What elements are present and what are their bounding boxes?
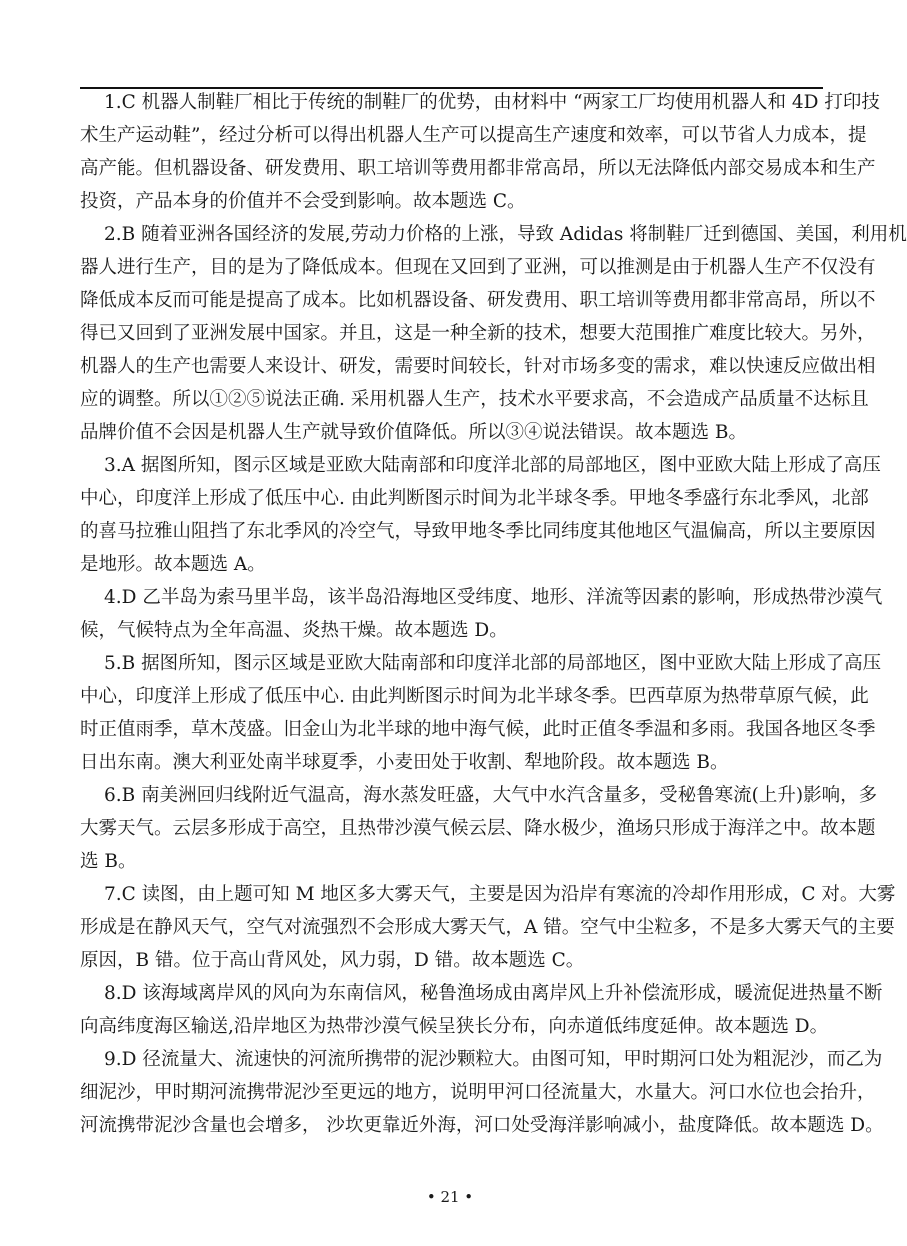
text-line: 品牌价值不会因是机器人生产就导致价值降低。所以③④说法错误。故本题选 B。 xyxy=(80,422,747,443)
text-line: 术生产运动鞋”，经过分析可以得出机器人生产可以提高生产速度和效率，可以节省人力成本，提 xyxy=(80,125,867,146)
text-line: 降低成本反而可能是提高了成本。比如机器设备、研发费用、职工培训等费用都非常高昂，所以不 xyxy=(80,290,876,311)
text-line: 河流携带泥沙含量也会增多， 沙坎更靠近外海，河口处受海洋影响减小，盐度降低。故本题选 D。 xyxy=(80,1115,884,1136)
answer-explanations xyxy=(80,86,907,1142)
text-line: 细泥沙，甲时期河流携带泥沙至更远的地方，说明甲河口径流量大，水量大。河口水位也会抬升， xyxy=(80,1082,876,1103)
answer-paragraph xyxy=(80,977,883,1043)
text-line: 5.B 据图所知，图示区域是亚欧大陆南部和印度洋北部的局部地区，图中亚欧大陆上形成了高压 xyxy=(104,653,882,674)
text-line: 8.D 该海域离岸风的风向为东南信风，秘鲁渔场成由离岸风上升补偿流形成，暖流促进热量不断 xyxy=(104,983,883,1004)
text-line: 形成是在静风天气，空气对流强烈不会形成大雾天气，A 错。空气中尘粒多，不是多大雾天气的主要 xyxy=(80,917,895,938)
text-line: 中心，印度洋上形成了低压中心. 由此判断图示时间为北半球冬季。甲地冬季盛行东北季风，北部 xyxy=(80,488,869,509)
text-line: 4.D 乙半岛为索马里半岛，该半岛沿海地区受纬度、地形、洋流等因素的影响，形成热带沙漠气 xyxy=(104,587,883,608)
text-line: 原因，B 错。位于高山背风处，风力弱，D 错。故本题选 C。 xyxy=(80,950,585,971)
text-line: 应的调整。所以①②⑤说法正确. 采用机器人生产，技术水平要求高，不会造成产品质量不达标且 xyxy=(80,389,869,410)
answer-paragraph xyxy=(80,647,882,779)
text-line: 1.C 机器人制鞋厂相比于传统的制鞋厂的优势，由材料中 “两家工厂均使用机器人和 4D 打印技 xyxy=(104,92,880,113)
text-line: 2.B 随着亚洲各国经济的发展,劳动力价格的上涨，导致 Adidas 将制鞋厂迁到德国、美国，利用机 xyxy=(104,224,907,245)
answer-paragraph xyxy=(80,1043,884,1142)
text-line: 6.B 南美洲回归线附近气温高，海水蒸发旺盛，大气中水汽含量多，受秘鲁寒流(上升)影响，多 xyxy=(104,785,878,806)
page-number: • 21 • xyxy=(426,1188,474,1206)
text-line: 9.D 径流量大、流速快的河流所携带的泥沙颗粒大。由图可知，甲时期河口处为粗泥沙，而乙为 xyxy=(104,1049,883,1070)
text-line: 时正值雨季，草木茂盛。旧金山为北半球的地中海气候，此时正值冬季温和多雨。我国各地区冬季 xyxy=(80,719,876,740)
text-line: 是地形。故本题选 A。 xyxy=(80,554,266,575)
answer-paragraph xyxy=(80,878,896,977)
answer-paragraph xyxy=(80,779,878,878)
answer-paragraph xyxy=(80,218,907,449)
text-line: 投资，产品本身的价值并不会受到影响。故本题选 C。 xyxy=(80,191,526,212)
answer-paragraph xyxy=(80,86,880,218)
answer-paragraph xyxy=(80,449,881,581)
text-line: 候，气候特点为全年高温、炎热干燥。故本题选 D。 xyxy=(80,620,508,641)
text-line: 中心，印度洋上形成了低压中心. 由此判断图示时间为北半球冬季。巴西草原为热带草原气候，此 xyxy=(80,686,869,707)
text-line: 得已又回到了亚洲发展中国家。并且，这是一种全新的技术，想要大范围推广难度比较大。另外， xyxy=(80,323,876,344)
text-line: 机器人的生产也需要人来设计、研发，需要时间较长，针对市场多变的需求，难以快速反应做出相 xyxy=(80,356,876,377)
text-line: 的喜马拉雅山阻挡了东北季风的冷空气，导致甲地冬季比同纬度其他地区气温偏高，所以主要原因 xyxy=(80,521,876,542)
text-line: 向高纬度海区输送,沿岸地区为热带沙漠气候呈狭长分布，向赤道低纬度延伸。故本题选 D。 xyxy=(80,1016,829,1037)
answer-paragraph xyxy=(80,581,883,647)
text-line: 7.C 读图，由上题可知 M 地区多大雾天气，主要是因为沿岸有寒流的冷却作用形成，C 对。大雾 xyxy=(104,884,896,905)
text-line: 选 B。 xyxy=(80,851,137,872)
text-line: 3.A 据图所知，图示区域是亚欧大陆南部和印度洋北部的局部地区，图中亚欧大陆上形成了高压 xyxy=(104,455,881,476)
text-line: 器人进行生产，目的是为了降低成本。但现在又回到了亚洲，可以推测是由于机器人生产不仅没有 xyxy=(80,257,876,278)
text-line: 大雾天气。云层多形成于高空，且热带沙漠气候云层、降水极少，渔场只形成于海洋之中。故本题 xyxy=(80,818,876,839)
text-line: 高产能。但机器设备、研发费用、职工培训等费用都非常高昂，所以无法降低内部交易成本和生产 xyxy=(80,158,876,179)
text-line: 日出东南。澳大利亚处南半球夏季，小麦田处于收割、犁地阶段。故本题选 B。 xyxy=(80,752,729,773)
